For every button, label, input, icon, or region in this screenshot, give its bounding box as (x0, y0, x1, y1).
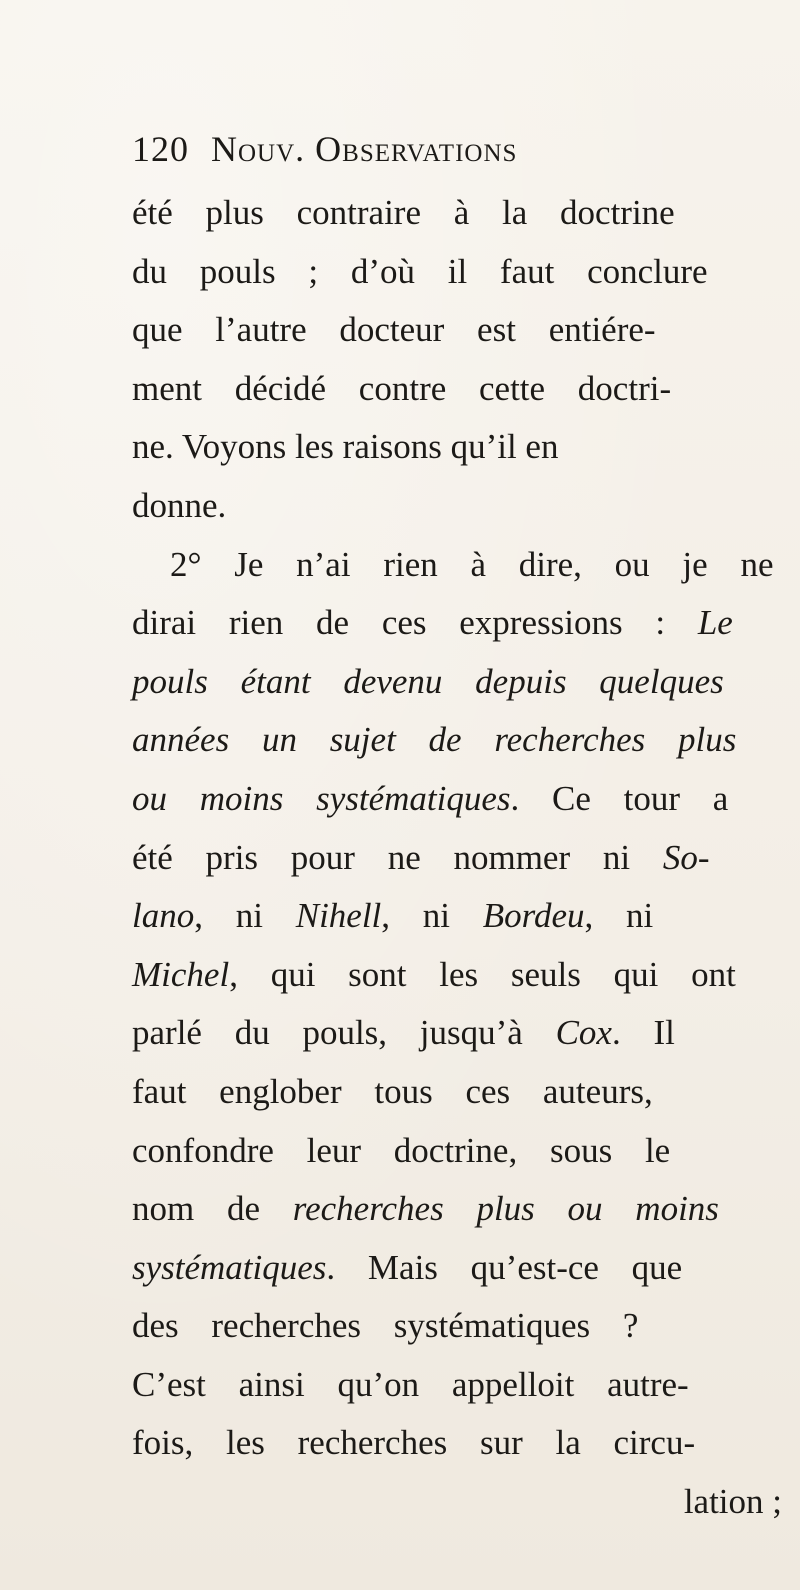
text-line (132, 360, 782, 419)
text-line (132, 711, 782, 770)
italic-text: Michel (132, 954, 230, 994)
line-content (132, 1180, 719, 1239)
text-line (132, 1239, 782, 1298)
roman-text: été plus contraire à la doctrine (132, 193, 675, 232)
italic-text: Bordeu (482, 896, 585, 936)
roman-text: été pris pour ne nommer ni (132, 837, 663, 877)
italic-text: années un sujet de recherches plus (132, 720, 737, 760)
line-content (132, 711, 736, 770)
italic-text: recherches plus ou moins (292, 1189, 719, 1229)
text-line (132, 1356, 782, 1415)
italic-text: Le (697, 603, 733, 643)
text-line (132, 1063, 782, 1122)
roman-text: . Mais qu’est-ce que (326, 1247, 683, 1287)
line-content (132, 653, 724, 712)
roman-text: confondre leur doctrine, sous le (132, 1130, 671, 1170)
roman-text: parlé du pouls, jusqu’à (132, 1013, 556, 1053)
line-content (132, 946, 736, 1005)
italic-text: lano (132, 896, 195, 936)
line-content (132, 1063, 653, 1122)
roman-text: . Ce tour a (510, 778, 729, 818)
line-content (132, 1004, 675, 1063)
line-content (132, 418, 558, 477)
line-content (132, 1356, 689, 1415)
line-content (132, 829, 710, 888)
italic-text: ou moins systématiques (132, 778, 511, 818)
line-content (132, 301, 656, 360)
line-content (132, 770, 728, 829)
italic-text: So- (662, 837, 710, 877)
text-line (132, 243, 782, 302)
text-line (132, 1122, 782, 1181)
body-text (132, 184, 782, 1532)
running-title: Nouv. Observations (211, 129, 518, 169)
roman-text: que l’autre docteur est entiére- (132, 310, 656, 350)
text-line (132, 594, 782, 653)
roman-text: C’est ainsi qu’on appelloit autre- (132, 1364, 689, 1404)
italic-text: pouls étant devenu depuis quelques (132, 661, 724, 701)
line-content (132, 1297, 638, 1356)
page-number: 120 (132, 129, 189, 169)
line-content (132, 1414, 695, 1473)
text-line (132, 887, 782, 946)
text-line (132, 418, 782, 477)
text-line (132, 1180, 782, 1239)
text-line (132, 1473, 782, 1532)
line-content (132, 360, 671, 419)
roman-text: ne. Voyons les raisons qu’il en (132, 427, 559, 467)
roman-text: , qui sont les seuls qui ont (229, 954, 736, 994)
line-content (132, 1239, 682, 1298)
roman-text: dirai rien de ces expressions : (132, 603, 698, 643)
roman-text: fois, les recherches sur la circu- (132, 1423, 696, 1463)
text-line (132, 536, 782, 595)
line-content (170, 536, 773, 595)
line-content (132, 1122, 670, 1181)
roman-text: nom de (132, 1189, 293, 1229)
text-line (132, 770, 782, 829)
italic-text: Cox (555, 1013, 612, 1053)
roman-text: faut englober tous ces auteurs, (132, 1071, 653, 1111)
text-line (132, 946, 782, 1005)
roman-text: donne. (132, 485, 227, 525)
roman-text: lation ; (683, 1482, 782, 1522)
roman-text: des recherches systématiques ? (132, 1306, 639, 1346)
line-content (132, 243, 708, 302)
line-content (132, 594, 733, 653)
page-header (132, 128, 517, 170)
text-line (132, 829, 782, 888)
roman-text: ment décidé contre cette doctri- (132, 368, 672, 408)
roman-text: du pouls ; d’où il faut conclure (132, 251, 708, 291)
line-content (132, 887, 653, 946)
roman-text: 2° Je n’ai rien à dire, ou je ne (170, 544, 774, 584)
line-content (132, 477, 226, 536)
text-line (132, 1004, 782, 1063)
text-line (132, 184, 782, 243)
roman-text: , ni (584, 896, 654, 936)
line-content (684, 1473, 782, 1532)
text-line (132, 1297, 782, 1356)
italic-text: systématiques (132, 1247, 327, 1287)
text-line (132, 1414, 782, 1473)
text-line (132, 301, 782, 360)
text-line (132, 477, 782, 536)
line-content (132, 184, 675, 243)
text-line (132, 653, 782, 712)
italic-text: Nihell (295, 896, 382, 936)
roman-text: . Il (611, 1013, 675, 1053)
roman-text: , ni (381, 896, 483, 936)
roman-text: , ni (194, 896, 296, 936)
